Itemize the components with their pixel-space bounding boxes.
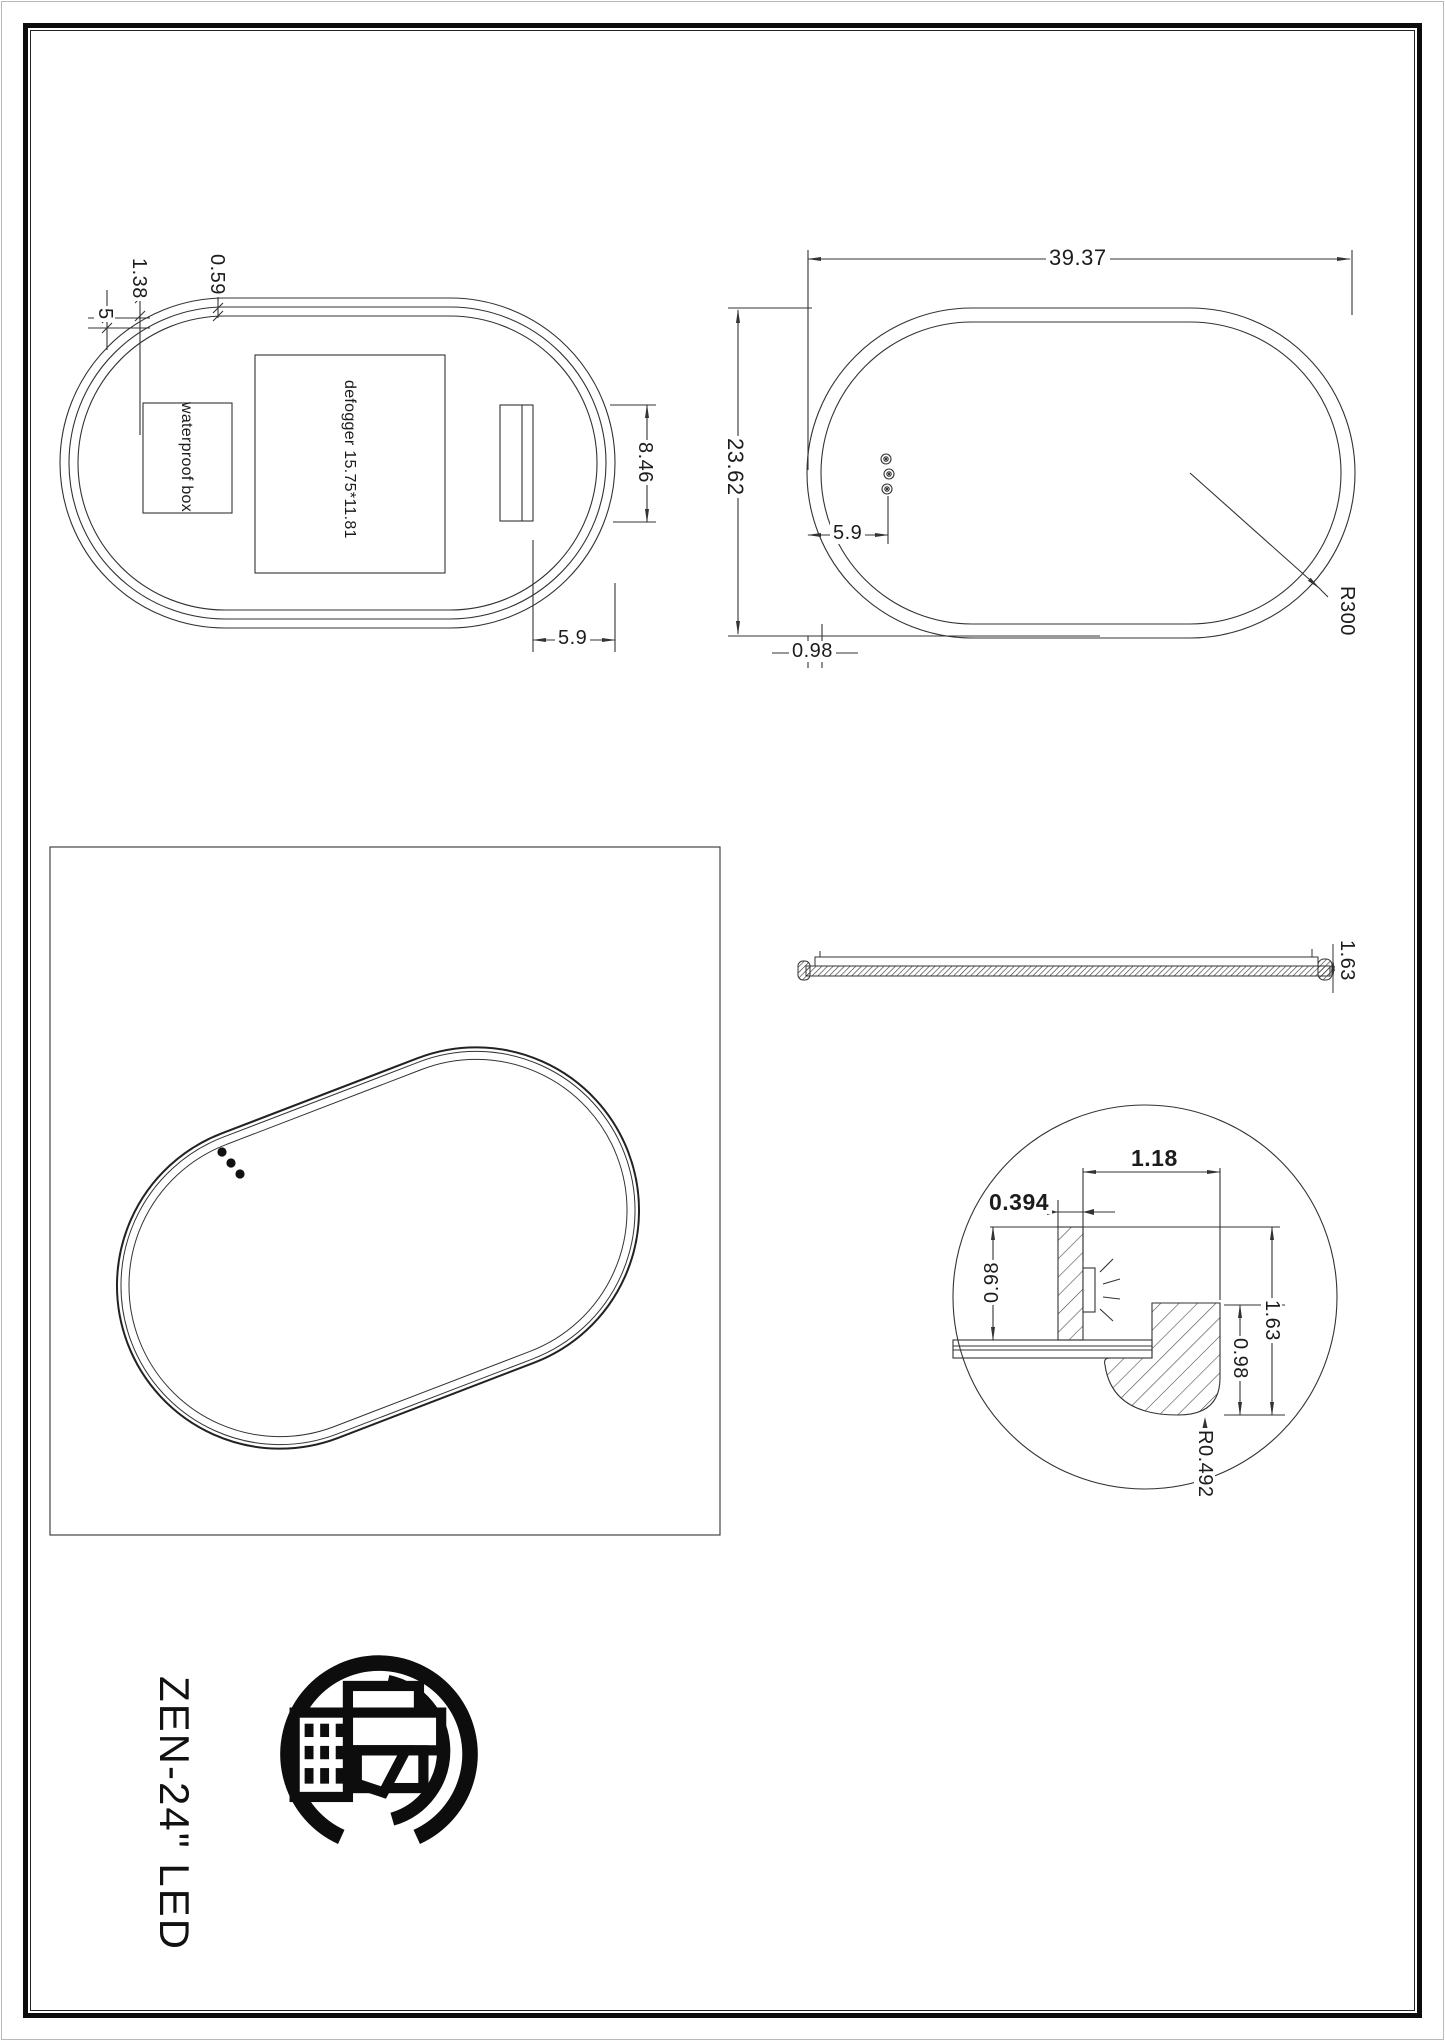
detail-led-strip xyxy=(1083,1268,1095,1312)
dim-side-thickness: 1.63 xyxy=(1336,940,1358,981)
dim-detail-frame-width: 0.394 xyxy=(986,1190,1052,1214)
dim-front-sensor-offset: 5.9 xyxy=(830,523,865,544)
dim-back-offset-5: 5 xyxy=(94,308,116,320)
side-glass xyxy=(806,966,1330,976)
side-endcap-right xyxy=(1318,959,1332,980)
side-endcap-left xyxy=(798,961,810,980)
back-outline-mid xyxy=(69,307,606,619)
junction-port xyxy=(500,405,533,521)
side-back-panel xyxy=(815,957,1318,966)
dim-back-offset-0-59: 0.59 xyxy=(206,254,228,295)
waterproof-box-label: waterproof box xyxy=(177,402,195,513)
perspective-frame-box xyxy=(50,847,720,1535)
detail-glass xyxy=(953,1340,1152,1358)
led-light-rays xyxy=(1100,1259,1120,1321)
dim-front-corner-radius: R300 xyxy=(1336,586,1358,636)
dim-back-port-height: 8.46 xyxy=(634,442,656,483)
dim-back-offset-1-38: 1.38 xyxy=(128,258,150,299)
tilted-mirror xyxy=(69,1000,686,1496)
dim-detail-frame-depth: 0.98 xyxy=(981,1262,1003,1303)
front-view xyxy=(728,250,1358,668)
dim-detail-cavity-width: 1.18 xyxy=(1128,1146,1181,1170)
perspective-sensor-dots xyxy=(217,1147,244,1178)
dim-detail-edge-depth: 0.98 xyxy=(1229,1338,1251,1379)
dim-detail-overall-depth: 1.63 xyxy=(1261,1300,1283,1341)
perspective-view xyxy=(50,847,720,1535)
side-view xyxy=(798,944,1333,993)
detail-frame-section xyxy=(1058,1227,1083,1340)
dim-front-height: 23.62 xyxy=(723,438,749,496)
defogger-label: defogger 15.75*11.81 xyxy=(340,380,358,539)
logo-window-grid xyxy=(305,1724,345,1784)
dim-front-frame-thickness: 0.98 xyxy=(789,641,836,662)
detail-edge-seal xyxy=(1105,1303,1220,1415)
back-view xyxy=(60,258,656,652)
dim-back-port-offset: 5.9 xyxy=(555,628,590,649)
dim-front-width: 39.37 xyxy=(1046,246,1110,269)
dim-detail-edge-radius: R0.492 xyxy=(1194,1430,1216,1498)
back-outline-inner xyxy=(78,316,597,610)
brand-logo-icon xyxy=(288,1663,470,1837)
sensor-buttons xyxy=(881,454,894,494)
front-outline-inner xyxy=(821,322,1341,624)
product-title: ZEN-24" LED xyxy=(151,1676,199,1951)
